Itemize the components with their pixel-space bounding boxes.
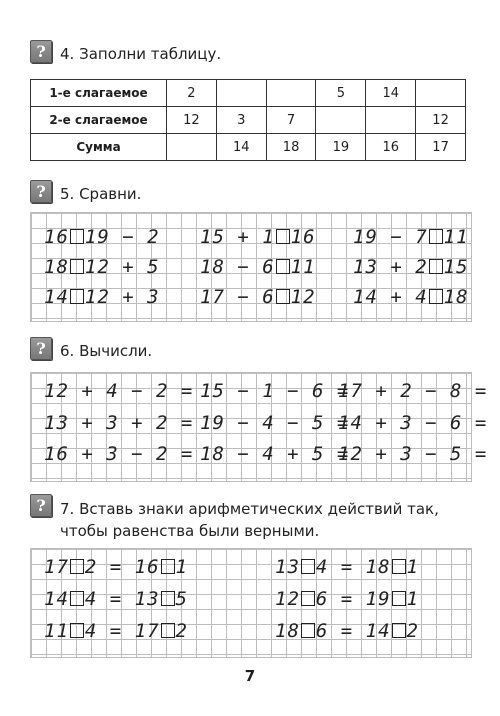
task5-title: 5. Сравни. <box>60 185 142 203</box>
table-cell: 12 <box>416 107 466 134</box>
answer-box[interactable] <box>276 259 290 274</box>
equation-item: 12 6 = 19 1 <box>275 588 419 610</box>
expression: 18 − 4 + 5 = <box>200 443 350 465</box>
row-header: Сумма <box>31 134 167 161</box>
answer-box[interactable] <box>276 229 290 244</box>
table-cell <box>167 134 217 161</box>
question-icon: ? <box>30 337 52 360</box>
answer-box[interactable] <box>392 559 406 574</box>
compare-item: 15 + 1 16 <box>200 226 316 248</box>
answer-box[interactable] <box>161 559 175 574</box>
table-cell: 5 <box>316 80 366 107</box>
expression: 17 + 2 − 8 = <box>338 380 488 402</box>
expression: 12 + 3 − 5 = <box>338 443 488 465</box>
table-cell <box>366 107 416 134</box>
equation-item: 11 4 = 17 2 <box>44 620 188 642</box>
table-cell: 2 <box>167 80 217 107</box>
table-cell <box>316 107 366 134</box>
table-cell <box>216 80 266 107</box>
table-row <box>31 80 466 107</box>
compare-item: 14 + 4 18 <box>353 286 469 308</box>
table-cell: 17 <box>416 134 466 161</box>
table-cell: 18 <box>266 134 316 161</box>
table-cell <box>416 80 466 107</box>
answer-box[interactable] <box>161 591 175 606</box>
answer-box[interactable] <box>70 591 84 606</box>
expression: 16 + 3 − 2 = <box>44 443 194 465</box>
answer-box[interactable] <box>70 229 84 244</box>
table-cell: 3 <box>216 107 266 134</box>
compare-item: 16 19 − 2 <box>44 226 160 248</box>
table-cell: 14 <box>366 80 416 107</box>
answer-box[interactable] <box>429 259 443 274</box>
compare-item: 13 + 2 15 <box>353 256 469 278</box>
compare-item: 18 − 6 11 <box>200 256 316 278</box>
table-cell <box>266 80 316 107</box>
question-icon: ? <box>30 40 52 63</box>
equation-item: 18 6 = 14 2 <box>275 620 419 642</box>
answer-box[interactable] <box>70 623 84 638</box>
answer-box[interactable] <box>429 289 443 304</box>
task6-title: 6. Вычисли. <box>60 342 153 360</box>
answer-box[interactable] <box>429 229 443 244</box>
equation-item: 14 4 = 13 5 <box>44 588 188 610</box>
task4-title: 4. Заполни таблицу. <box>60 45 222 63</box>
table-cell: 7 <box>266 107 316 134</box>
expression: 19 − 4 − 5 = <box>200 412 350 434</box>
compare-item: 14 12 + 3 <box>44 286 160 308</box>
expression: 13 + 3 + 2 = <box>44 412 194 434</box>
equation-item: 17 2 = 16 1 <box>44 556 188 578</box>
answer-box[interactable] <box>392 591 406 606</box>
answer-box[interactable] <box>276 289 290 304</box>
answer-box[interactable] <box>70 259 84 274</box>
row-header: 1-е слагаемое <box>31 80 167 107</box>
answer-box[interactable] <box>70 559 84 574</box>
answer-box[interactable] <box>301 591 315 606</box>
compare-item: 17 − 6 12 <box>200 286 316 308</box>
answer-box[interactable] <box>301 559 315 574</box>
table-cell: 14 <box>216 134 266 161</box>
table-row <box>31 107 466 134</box>
question-icon: ? <box>30 180 52 203</box>
compare-item: 18 12 + 5 <box>44 256 160 278</box>
expression: 15 − 1 − 6 = <box>200 380 350 402</box>
expression: 12 + 4 − 2 = <box>44 380 194 402</box>
expression: 14 + 3 − 6 = <box>338 412 488 434</box>
page-number: 7 <box>244 667 256 685</box>
table-cell: 12 <box>167 107 217 134</box>
table-cell: 16 <box>366 134 416 161</box>
equation-item: 13 4 = 18 1 <box>275 556 419 578</box>
task7-title: 7. Вставь знаки арифметических действий так, чтобы равенства были верными. <box>60 500 439 540</box>
question-icon: ? <box>30 494 52 517</box>
row-header: 2-е слагаемое <box>31 107 167 134</box>
answer-box[interactable] <box>301 623 315 638</box>
answer-box[interactable] <box>70 289 84 304</box>
sum-table <box>30 79 466 161</box>
answer-box[interactable] <box>392 623 406 638</box>
answer-box[interactable] <box>161 623 175 638</box>
table-row <box>31 134 466 161</box>
compare-item: 19 − 7 11 <box>353 226 469 248</box>
table-cell: 19 <box>316 134 366 161</box>
